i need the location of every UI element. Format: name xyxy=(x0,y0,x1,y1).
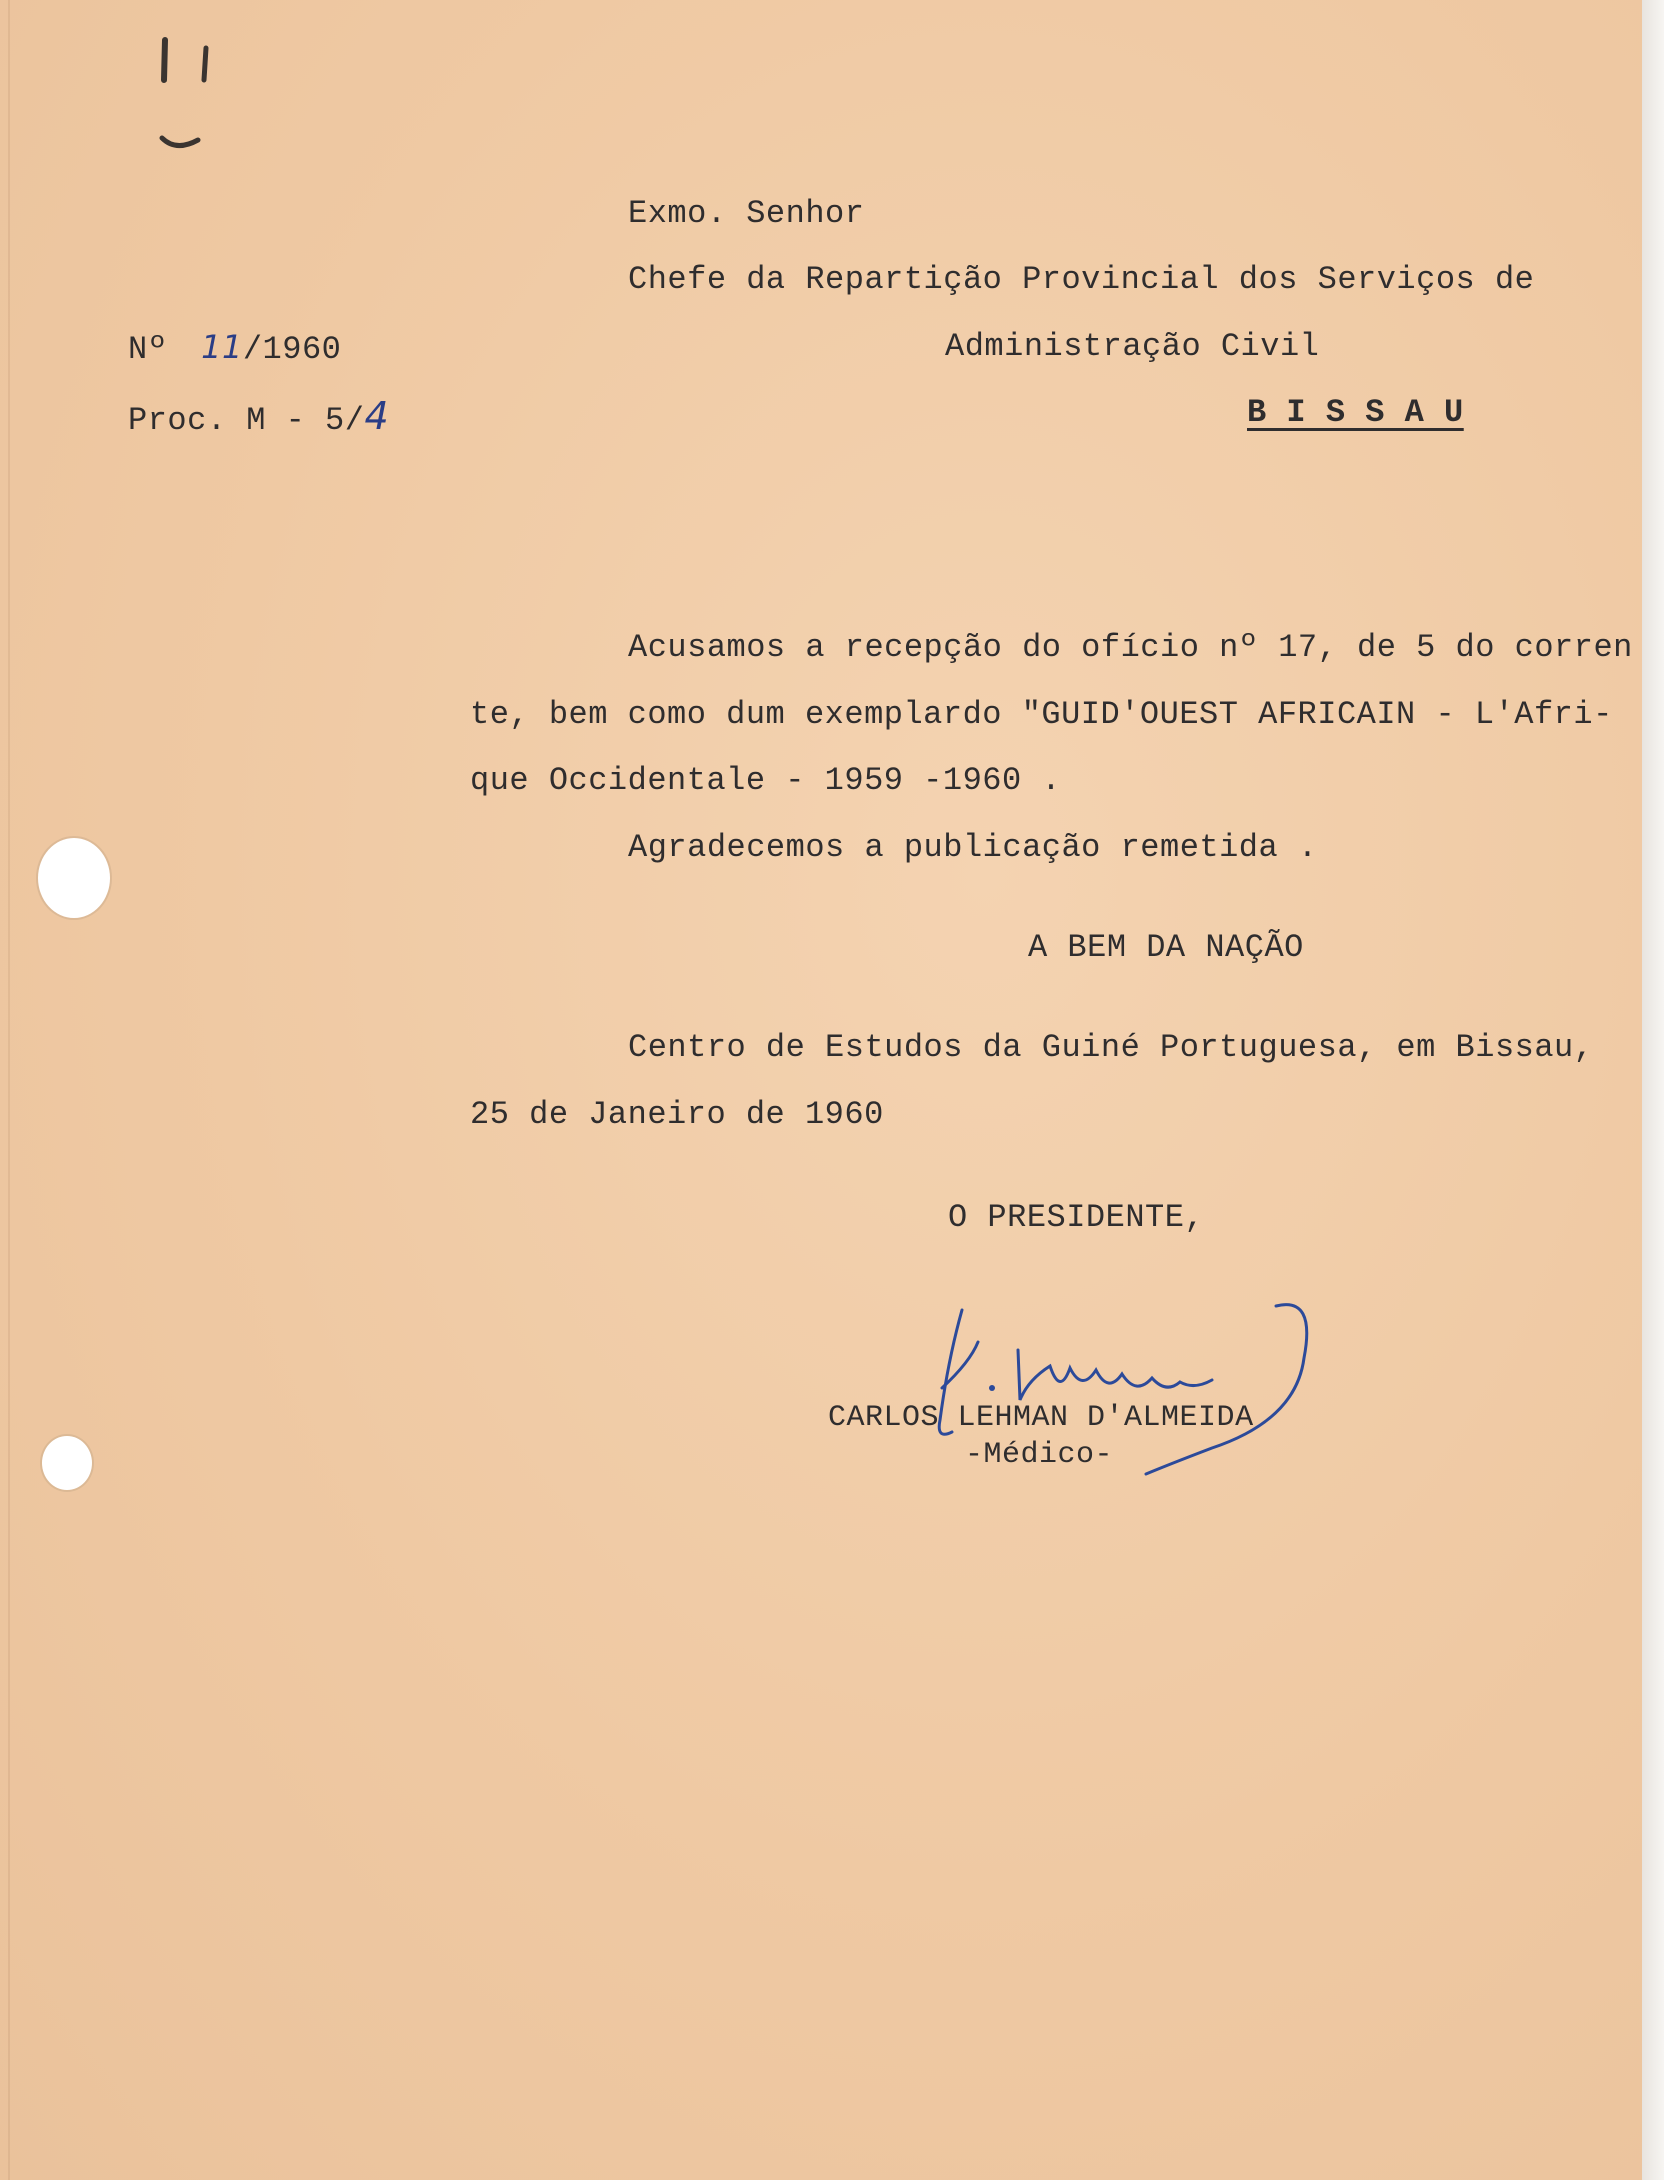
date-line: 25 de Janeiro de 1960 xyxy=(470,1096,884,1133)
body-line-1: Acusamos a recepção do ofício nº 17, de 5 do corren xyxy=(628,629,1633,666)
margin-pencil-mark xyxy=(150,18,230,158)
reference-number-year: /1960 xyxy=(242,331,342,368)
reference-number-handwritten: 11 xyxy=(201,328,243,366)
addressee-line-1: Chefe da Repartição Provincial dos Serviços de xyxy=(628,261,1535,298)
motto: A BEM DA NAÇÃO xyxy=(1028,929,1304,966)
signatory-role: -Médico- xyxy=(965,1438,1114,1472)
punch-hole-top xyxy=(38,838,110,918)
process-label: Proc. M - 5/ xyxy=(128,402,365,439)
body-line-4: Agradecemos a publicação remetida . xyxy=(628,829,1318,866)
reference-number xyxy=(128,328,342,368)
punch-hole-bottom xyxy=(42,1436,92,1490)
body-line-2: te, bem como dum exemplardo "GUID'OUEST AFRICAIN - L'Afri- xyxy=(470,696,1613,733)
place-line: Centro de Estudos da Guiné Portuguesa, em Bissau, xyxy=(628,1029,1594,1066)
signatory-name: CARLOS LEHMAN D'ALMEIDA xyxy=(828,1401,1254,1435)
process-handwritten: 4 xyxy=(364,394,390,438)
addressee-city: B I S S A U xyxy=(1247,394,1464,431)
signatory-title: O PRESIDENTE, xyxy=(948,1199,1205,1236)
reference-number-label: Nº xyxy=(128,331,168,368)
body-line-3: que Occidentale - 1959 -1960 . xyxy=(470,762,1062,799)
addressee-line-2: Administração Civil xyxy=(945,328,1320,365)
paper-crease xyxy=(8,0,10,2180)
salutation: Exmo. Senhor xyxy=(628,195,865,232)
process-reference xyxy=(128,394,390,439)
scan-background-edge xyxy=(1642,0,1664,2180)
